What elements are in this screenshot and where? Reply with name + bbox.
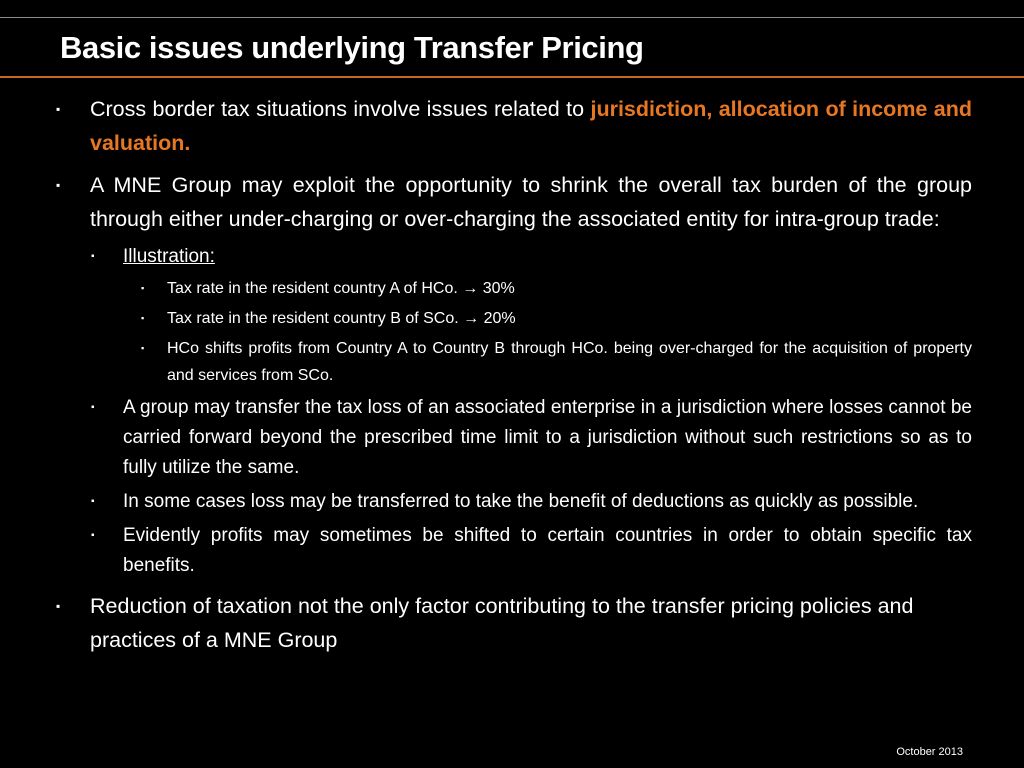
bullet-marker-icon: ▪ [141, 313, 145, 323]
slide-title: Basic issues underlying Transfer Pricing [60, 30, 644, 65]
bullet-text: In some cases loss may be transferred to take the benefit of deductions as quickly as possible. [123, 491, 919, 512]
bullet-text: A MNE Group may exploit the opportunity to shrink the overall tax burden of the group through either under-charging or over-charging the associated entity for intra-group trade: [90, 173, 972, 231]
bullet-marker-icon: ▪ [56, 102, 61, 116]
bullet-marker-icon: ▪ [91, 251, 95, 262]
subsubbullet-tax-rate-a [141, 275, 972, 302]
bullet-text: HCo shifts profits from Country A to Country B through HCo. being over-charged for the acquisition of property and services from SCo. [167, 340, 972, 384]
subbullet-illustration [91, 242, 972, 272]
footer-date: October 2013 [896, 746, 963, 758]
bullet-text: Evidently profits may sometimes be shifted to certain countries in order to obtain specific tax benefits. [123, 525, 972, 576]
bullet-marker-icon: ▪ [141, 343, 145, 353]
subbullet-loss-transferred [91, 487, 972, 517]
bullet-text: Cross border tax situations involve issues related to [90, 97, 591, 121]
bullet-highlight: jurisdiction, allocation of income and valuation. [90, 97, 973, 155]
subsubbullet-tax-rate-b [141, 305, 972, 332]
bullet-text: A group may transfer the tax loss of an associated enterprise in a jurisdiction where losses cannot be carried forward beyond the prescribed time limit to a jurisdiction without such restrictions so as to fully utilize the same. [123, 397, 972, 478]
subbullet-profits-shifted [91, 521, 972, 581]
bullet-marker-icon: ▪ [141, 283, 145, 293]
bullet-text: Illustration: [123, 246, 215, 267]
subbullet-tax-loss [91, 393, 972, 483]
subsubbullet-hco-shifts [141, 335, 972, 389]
bullet-reduction-of-taxation [56, 589, 972, 657]
bullet-text: Tax rate in the resident country B of SCo. → 20% [167, 310, 516, 327]
title-underline [0, 76, 1024, 78]
bullet-marker-icon: ▪ [56, 599, 61, 613]
bullet-marker-icon: ▪ [91, 530, 95, 541]
bullet-cross-border [56, 92, 973, 160]
bullet-mne-group [56, 168, 972, 236]
bullet-text: Reduction of taxation not the only factor contributing to the transfer pricing policies and practices of a MNE Group [90, 594, 914, 652]
bullet-marker-icon: ▪ [91, 402, 95, 413]
bullet-text: Tax rate in the resident country A of HCo. → 30% [167, 280, 515, 297]
bullet-marker-icon: ▪ [56, 178, 61, 192]
slide-content [0, 92, 1024, 657]
top-divider [0, 17, 1024, 18]
bullet-marker-icon: ▪ [91, 496, 95, 507]
